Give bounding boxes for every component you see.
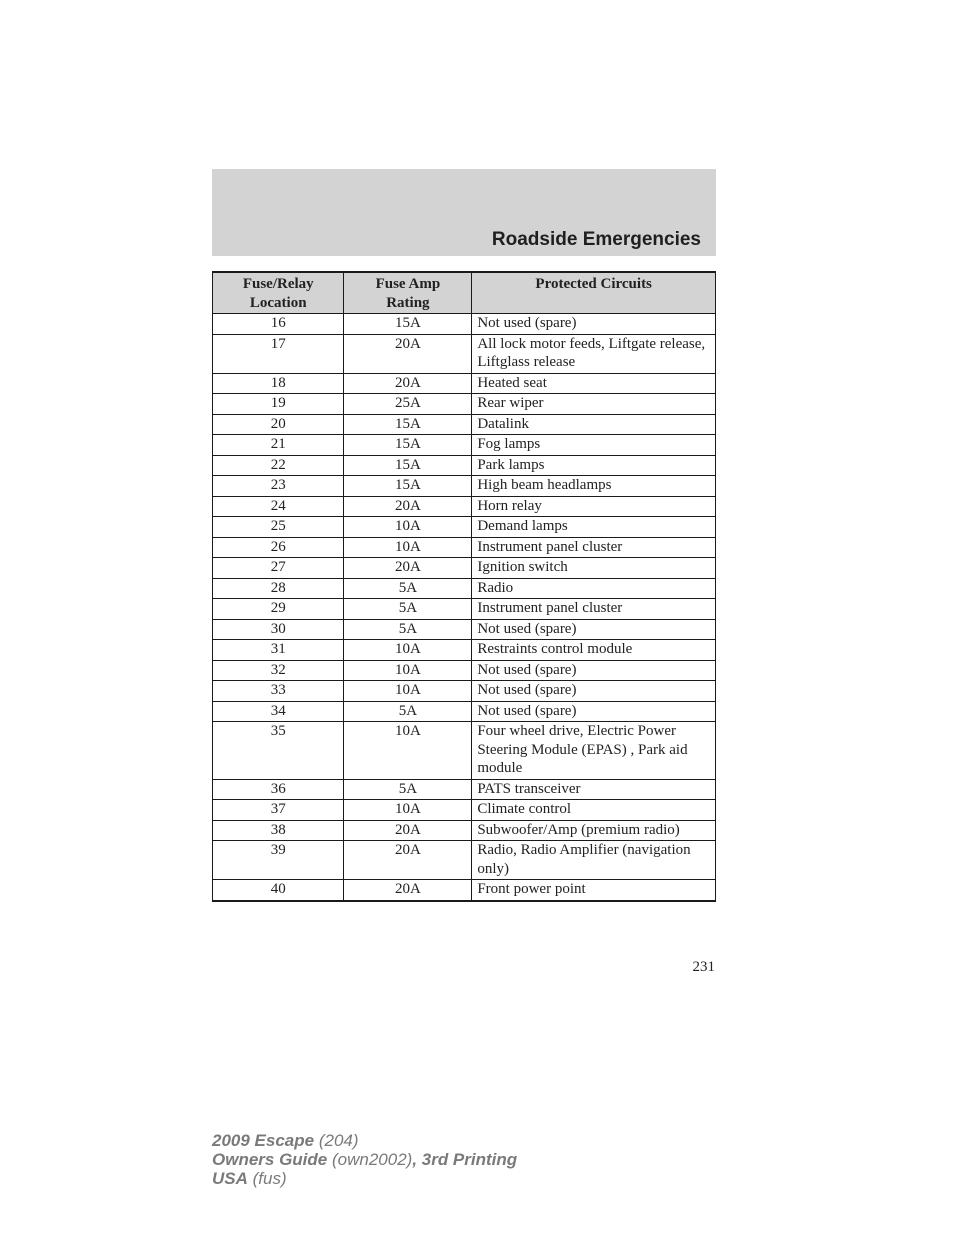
fuse-rating-cell: 20A: [344, 373, 472, 394]
fuse-rating-cell: 5A: [344, 578, 472, 599]
section-header-band: [212, 169, 716, 256]
column-header-rating-line1: Fuse Amp: [375, 276, 441, 292]
table-header-row: [213, 272, 716, 314]
table-row: [213, 619, 716, 640]
table-row: [213, 334, 716, 373]
table-row: [213, 701, 716, 722]
table-row: [213, 537, 716, 558]
fuse-rating-cell: 10A: [344, 660, 472, 681]
table-row: [213, 414, 716, 435]
table-row: [213, 558, 716, 579]
page-number: 231: [692, 959, 715, 975]
footer-line-1: [212, 1131, 517, 1150]
protected-circuit-cell: Climate control: [472, 800, 716, 821]
table-row: [213, 800, 716, 821]
protected-circuit-cell: Fog lamps: [472, 435, 716, 456]
section-title: Roadside Emergencies: [491, 229, 701, 250]
fuse-rating-cell: 15A: [344, 455, 472, 476]
fuse-location-cell: 25: [213, 517, 344, 538]
fuse-rating-cell: 10A: [344, 681, 472, 702]
fuse-rating-cell: 10A: [344, 537, 472, 558]
fuse-location-cell: 40: [213, 880, 344, 901]
protected-circuit-cell: Instrument panel cluster: [472, 537, 716, 558]
column-header-circuits: Protected Circuits: [472, 272, 716, 314]
fuse-location-cell: 18: [213, 373, 344, 394]
fuse-rating-cell: 5A: [344, 599, 472, 620]
fuse-location-cell: 38: [213, 820, 344, 841]
fuse-rating-cell: 10A: [344, 722, 472, 780]
protected-circuit-cell: Subwoofer/Amp (premium radio): [472, 820, 716, 841]
fuse-rating-cell: 15A: [344, 414, 472, 435]
protected-circuit-cell: PATS transceiver: [472, 779, 716, 800]
protected-circuit-cell: Datalink: [472, 414, 716, 435]
footer-line-2: [212, 1150, 517, 1169]
footer-printing: , 3rd Printing: [412, 1150, 518, 1169]
fuse-rating-cell: 20A: [344, 820, 472, 841]
fuse-location-cell: 35: [213, 722, 344, 780]
fuse-rating-cell: 20A: [344, 558, 472, 579]
fuse-location-cell: 20: [213, 414, 344, 435]
protected-circuit-cell: Restraints control module: [472, 640, 716, 661]
fuse-rating-cell: 10A: [344, 640, 472, 661]
fuse-location-cell: 26: [213, 537, 344, 558]
protected-circuit-cell: Not used (spare): [472, 619, 716, 640]
fuse-location-cell: 29: [213, 599, 344, 620]
fuse-rating-cell: 10A: [344, 800, 472, 821]
protected-circuit-cell: Ignition switch: [472, 558, 716, 579]
table-row: [213, 435, 716, 456]
fuse-location-cell: 24: [213, 496, 344, 517]
fuse-location-cell: 27: [213, 558, 344, 579]
protected-circuit-cell: High beam headlamps: [472, 476, 716, 497]
protected-circuit-cell: Not used (spare): [472, 660, 716, 681]
fuse-rating-cell: 15A: [344, 435, 472, 456]
fuse-rating-cell: 5A: [344, 619, 472, 640]
table-row: [213, 578, 716, 599]
protected-circuit-cell: Not used (spare): [472, 314, 716, 335]
fuse-location-cell: 37: [213, 800, 344, 821]
fuse-location-cell: 36: [213, 779, 344, 800]
protected-circuit-cell: Demand lamps: [472, 517, 716, 538]
table-row: [213, 841, 716, 880]
table-row: [213, 496, 716, 517]
table-row: [213, 660, 716, 681]
table-row: [213, 779, 716, 800]
column-header-location-line1: Fuse/Relay: [242, 276, 314, 292]
fuse-location-cell: 16: [213, 314, 344, 335]
table-row: [213, 394, 716, 415]
protected-circuit-cell: All lock motor feeds, Liftgate release, Liftglass release: [472, 334, 716, 373]
fuse-location-cell: 17: [213, 334, 344, 373]
table-row: [213, 640, 716, 661]
fuse-rating-cell: 20A: [344, 334, 472, 373]
table-row: [213, 476, 716, 497]
footer-model-code: (204): [318, 1131, 359, 1150]
protected-circuit-cell: Front power point: [472, 880, 716, 901]
footer-guide: Owners Guide: [212, 1150, 328, 1169]
protected-circuit-cell: Radio, Radio Amplifier (navigation only): [472, 841, 716, 880]
table-row: [213, 314, 716, 335]
protected-circuit-cell: Park lamps: [472, 455, 716, 476]
fuse-location-cell: 22: [213, 455, 344, 476]
fuse-location-cell: 21: [213, 435, 344, 456]
fuse-rating-cell: 25A: [344, 394, 472, 415]
fuse-location-cell: 28: [213, 578, 344, 599]
column-header-rating: [344, 272, 472, 314]
column-header-location: [213, 272, 344, 314]
footer-line-3: [212, 1169, 517, 1188]
protected-circuit-cell: Radio: [472, 578, 716, 599]
protected-circuit-cell: Rear wiper: [472, 394, 716, 415]
fuse-rating-cell: 15A: [344, 476, 472, 497]
table-row: [213, 455, 716, 476]
fuse-rating-cell: 15A: [344, 314, 472, 335]
protected-circuit-cell: Not used (spare): [472, 701, 716, 722]
fuse-location-cell: 32: [213, 660, 344, 681]
table-row: [213, 517, 716, 538]
protected-circuit-cell: Four wheel drive, Electric Power Steering Module (EPAS) , Park aid module: [472, 722, 716, 780]
footer-model: 2009 Escape: [212, 1131, 315, 1150]
fuse-table: [212, 271, 716, 902]
fuse-rating-cell: 10A: [344, 517, 472, 538]
protected-circuit-cell: Horn relay: [472, 496, 716, 517]
fuse-location-cell: 23: [213, 476, 344, 497]
fuse-location-cell: 31: [213, 640, 344, 661]
fuse-rating-cell: 20A: [344, 880, 472, 901]
fuse-rating-cell: 20A: [344, 496, 472, 517]
fuse-location-cell: 30: [213, 619, 344, 640]
table-row: [213, 373, 716, 394]
column-header-location-line2: Location: [249, 294, 307, 311]
table-row: [213, 681, 716, 702]
footer-region: USA: [212, 1169, 248, 1188]
fuse-location-cell: 19: [213, 394, 344, 415]
protected-circuit-cell: Not used (spare): [472, 681, 716, 702]
protected-circuit-cell: Heated seat: [472, 373, 716, 394]
table-row: [213, 599, 716, 620]
fuse-location-cell: 34: [213, 701, 344, 722]
fuse-location-cell: 33: [213, 681, 344, 702]
footer-guide-code: (own2002): [331, 1150, 413, 1169]
table-row: [213, 820, 716, 841]
fuse-location-cell: 39: [213, 841, 344, 880]
document-footer: [212, 1131, 517, 1188]
protected-circuit-cell: Instrument panel cluster: [472, 599, 716, 620]
fuse-rating-cell: 5A: [344, 779, 472, 800]
column-header-rating-line2: Rating: [386, 294, 430, 311]
footer-region-code: (fus): [252, 1169, 287, 1188]
fuse-rating-cell: 5A: [344, 701, 472, 722]
table-row: [213, 880, 716, 901]
fuse-rating-cell: 20A: [344, 841, 472, 880]
table-row: [213, 722, 716, 780]
